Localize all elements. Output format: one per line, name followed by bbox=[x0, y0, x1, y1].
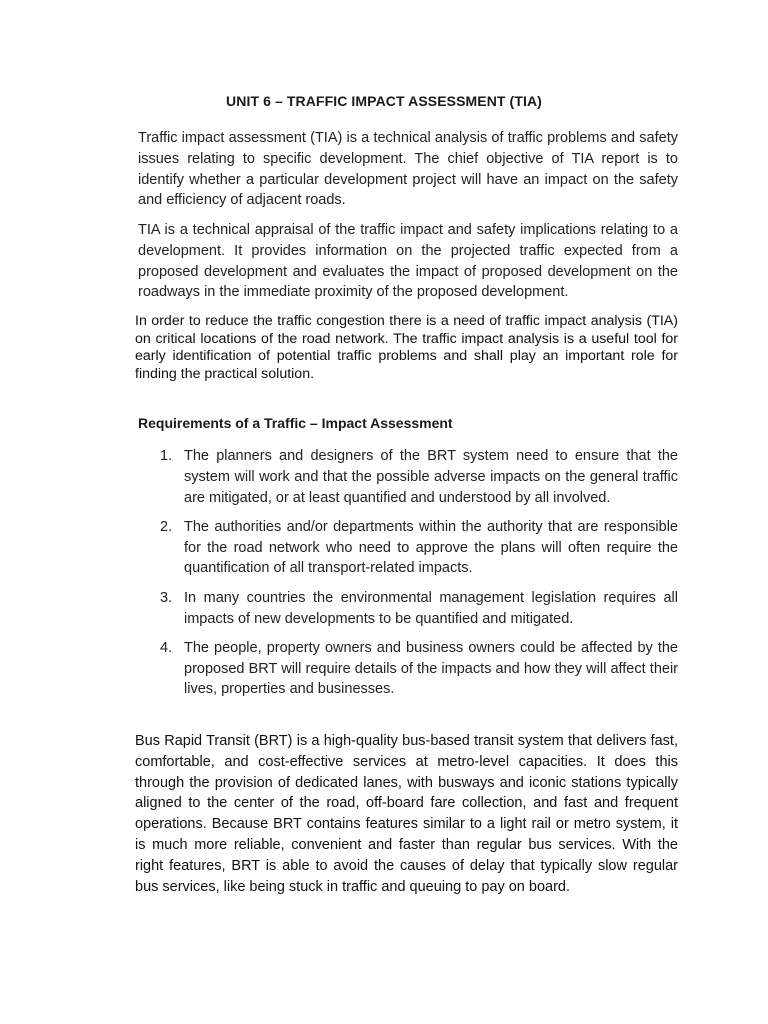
list-item-text: The people, property owners and business owners could be affected by the proposed BRT will require details of the impacts and how they will affect their lives, properties and businesses. bbox=[184, 639, 678, 698]
list-item-number: 1. bbox=[160, 448, 173, 464]
list-item-number: 3. bbox=[160, 589, 173, 606]
list-item-number: 4. bbox=[160, 639, 173, 656]
paragraph-brt: Bus Rapid Transit (BRT) is a high-quality bus-based transit system that delivers fast, comfortable, and cost-effective services at metro-level capacities. It does this through the provision of dedicated lanes, with busways and iconic stations typically aligned to the center of the road, off-board fare collection, and fast and frequent operations. Because BRT contains features similar to a light rail or metro system, it is much more reliable, convenient and faster than regular bus services. With the right features, BRT is able to avoid the causes of delay that typically slow regular bus services, like being stuck in traffic and queuing to pay on board. bbox=[135, 733, 678, 895]
list-item bbox=[138, 446, 678, 508]
list-item-text: In many countries the environmental management legislation requires all impacts of new developments to be quantified and mitigated. bbox=[184, 589, 678, 627]
requirements-heading: Requirements of a Traffic – Impact Assessment bbox=[138, 415, 453, 431]
list-item-number: 2. bbox=[160, 518, 173, 535]
paragraph-congestion: In order to reduce the traffic congestion there is a need of traffic impact analysis (TIA) on critical locations of the road network. The traffic impact analysis is a useful tool for early identification of potential traffic problems and shall play an important role for finding the practical solution. bbox=[135, 313, 678, 382]
page-title: UNIT 6 – TRAFFIC IMPACT ASSESSMENT (TIA) bbox=[226, 93, 542, 109]
list-item-text: The planners and designers of the BRT system need to ensure that the system will work and that the possible adverse impacts on the general traffic are mitigated, or at least quantified and understood by all involved. bbox=[184, 448, 678, 506]
list-item bbox=[138, 588, 678, 630]
list-item-text: The authorities and/or departments within the authority that are responsible for the road network who need to approve the plans will often require the quantification of all transport-related impacts. bbox=[184, 518, 678, 577]
paragraph-tia-appraisal: TIA is a technical appraisal of the traffic impact and safety implications relating to a development. It provides information on the projected traffic expected from a proposed development and evaluates the impact of proposed development on the roadways in the immediate proximity of the proposed development. bbox=[138, 222, 678, 301]
list-item bbox=[138, 517, 678, 579]
paragraph-tia-definition: Traffic impact assessment (TIA) is a technical analysis of traffic problems and safety issues relating to specific development. The chief objective of TIA report is to identify whether a particular development project will have an impact on the safety and efficiency of adjacent roads. bbox=[138, 130, 678, 209]
requirements-list bbox=[138, 446, 678, 700]
list-item bbox=[138, 638, 678, 700]
